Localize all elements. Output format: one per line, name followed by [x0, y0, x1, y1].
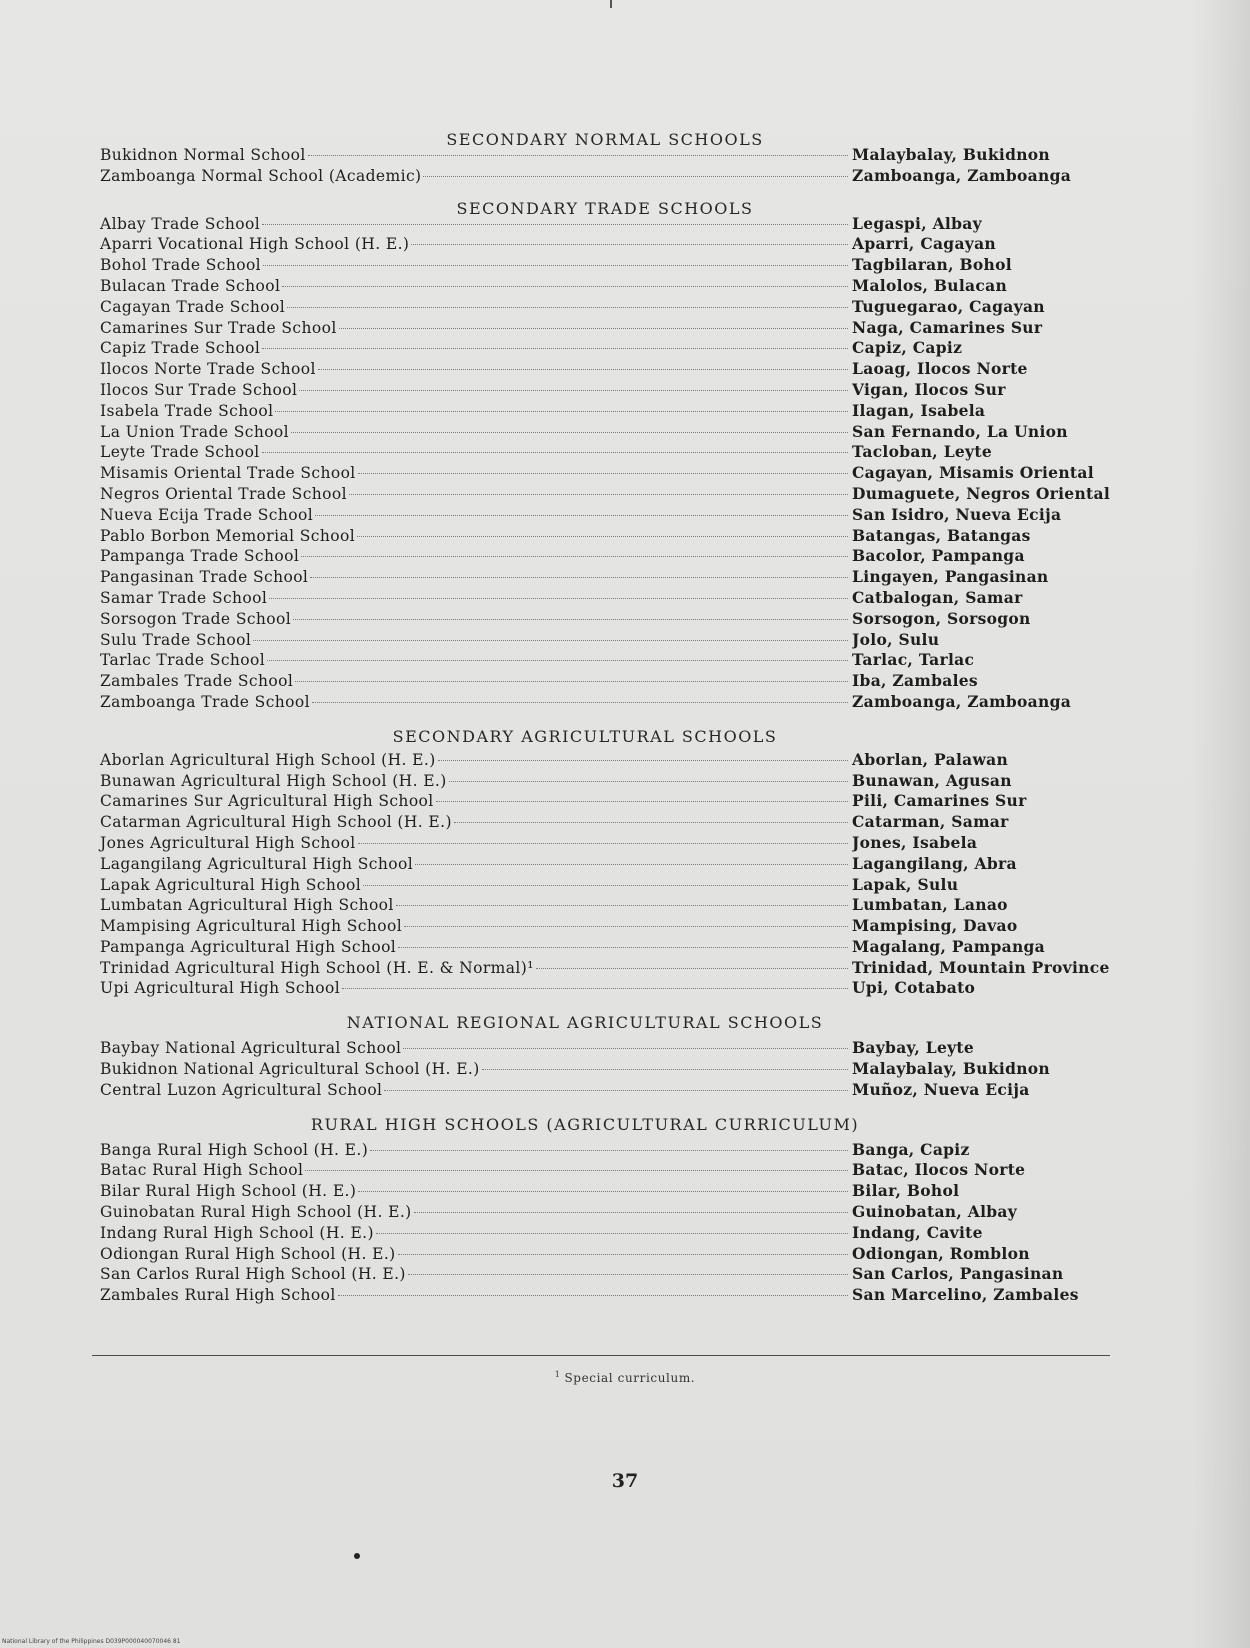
school-entry: [100, 255, 1110, 276]
school-location: Naga, Camarines Sur: [852, 317, 1043, 337]
school-entry: [100, 234, 1110, 255]
school-entry: [100, 1059, 1110, 1080]
school-location: Odiongan, Romblon: [852, 1243, 1030, 1263]
school-location: San Marcelino, Zambales: [852, 1285, 1079, 1305]
school-name: Zamboanga Trade School: [100, 692, 310, 711]
school-entry: [100, 692, 1110, 713]
school-name: Indang Rural High School (H. E.): [100, 1223, 374, 1242]
school-name: Pablo Borbon Memorial School: [100, 526, 356, 545]
section-title: SECONDARY NORMAL SCHOOLS: [446, 130, 764, 149]
school-name: Capiz Trade School: [100, 339, 261, 358]
entry-list: [100, 750, 1110, 1000]
section-title: SECONDARY TRADE SCHOOLS: [456, 198, 754, 218]
school-location: Capiz, Capiz: [852, 338, 963, 358]
school-name: Sulu Trade School: [100, 630, 252, 649]
school-entry: [100, 630, 1110, 651]
section-title: SECONDARY AGRICULTURAL SCHOOLS: [392, 726, 778, 746]
school-entry: [100, 895, 1110, 916]
dot-leader: [358, 473, 848, 474]
dot-leader: [301, 556, 848, 557]
school-location: Ilagan, Isabela: [852, 400, 986, 420]
dot-leader: [263, 265, 848, 266]
school-entry: [100, 812, 1110, 833]
dot-leader: [414, 1212, 848, 1213]
school-entry: [100, 1285, 1110, 1306]
school-location: Mampising, Davao: [852, 916, 1018, 936]
school-location: Bunawan, Agusan: [852, 770, 1012, 790]
school-name: Albay Trade School: [100, 214, 261, 233]
school-location: Lagangilang, Abra: [852, 853, 1017, 873]
school-location: Tuguegarao, Cagayan: [852, 296, 1045, 316]
school-entry: [100, 401, 1110, 422]
school-entry: [100, 1264, 1110, 1285]
dot-leader: [370, 1150, 848, 1151]
school-location: Lapak, Sulu: [852, 874, 959, 894]
school-entry: [100, 854, 1110, 875]
dot-leader: [315, 515, 848, 516]
section-title: NATIONAL REGIONAL AGRICULTURAL SCHOOLS: [346, 1013, 824, 1033]
school-name: Misamis Oriental Trade School: [100, 464, 356, 483]
school-entry: [100, 650, 1110, 671]
dot-leader: [449, 781, 848, 782]
footnote-text: Special curriculum.: [564, 1371, 696, 1385]
school-name: Lapak Agricultural High School: [100, 875, 362, 894]
school-location: Cagayan, Misamis Oriental: [852, 463, 1094, 483]
school-location: Pili, Camarines Sur: [852, 791, 1027, 811]
dot-leader: [308, 155, 848, 156]
school-name: Sorsogon Trade School: [100, 609, 292, 628]
school-location: Indang, Cavite: [852, 1222, 983, 1242]
school-entry: [100, 526, 1110, 547]
dot-leader: [482, 1069, 848, 1070]
school-entry: [100, 916, 1110, 937]
school-name: Zamboanga Normal School (Academic): [100, 166, 422, 185]
school-location: Batac, Ilocos Norte: [852, 1160, 1026, 1180]
school-entry: [100, 1140, 1110, 1161]
entry-list: [100, 145, 1110, 187]
school-name: Mampising Agricultural High School: [100, 917, 403, 936]
dot-leader: [415, 864, 848, 865]
dot-leader: [338, 1295, 848, 1296]
school-entry: [100, 958, 1110, 979]
school-location: Aparri, Cagayan: [852, 234, 996, 254]
school-name: Guinobatan Rural High School (H. E.): [100, 1203, 412, 1222]
school-entry: [100, 546, 1110, 567]
dot-leader: [339, 328, 848, 329]
school-location: Malaybalay, Bukidnon: [852, 1059, 1050, 1079]
school-name: Tarlac Trade School: [100, 651, 266, 670]
school-location: Malolos, Bulacan: [852, 275, 1008, 295]
school-name: Bulacan Trade School: [100, 276, 281, 295]
school-location: San Carlos, Pangasinan: [852, 1264, 1064, 1284]
dot-leader: [436, 801, 848, 802]
section-rural-high-schools: [100, 1115, 1110, 1306]
school-location: Tacloban, Leyte: [852, 442, 992, 462]
school-entry: [100, 609, 1110, 630]
school-location: Tagbilaran, Bohol: [852, 255, 1012, 275]
dot-leader: [291, 432, 848, 433]
school-name: Upi Agricultural High School: [100, 979, 341, 998]
section-secondary-agricultural-schools: [100, 727, 1110, 1000]
school-location: Malaybalay, Bukidnon: [852, 145, 1050, 164]
school-location: Bacolor, Pampanga: [852, 546, 1025, 566]
dot-leader: [318, 369, 848, 370]
section-secondary-trade-schools: [100, 199, 1110, 713]
dot-leader: [363, 885, 848, 886]
dot-leader: [349, 494, 848, 495]
footnote-marker: 1: [554, 1370, 561, 1379]
school-entry: [100, 484, 1110, 505]
school-name: San Carlos Rural High School (H. E.): [100, 1265, 406, 1284]
school-name: Bohol Trade School: [100, 256, 262, 275]
school-entry: [100, 875, 1110, 896]
school-name: Bilar Rural High School (H. E.): [100, 1182, 357, 1201]
school-name: Bukidnon Normal School: [100, 146, 306, 164]
school-entry: [100, 1223, 1110, 1244]
dot-leader: [312, 702, 848, 703]
school-name: Jones Agricultural High School: [100, 833, 356, 852]
dot-leader: [403, 1048, 848, 1049]
school-location: Banga, Capiz: [852, 1139, 970, 1159]
school-name: Nueva Ecija Trade School: [100, 505, 314, 524]
school-location: Lumbatan, Lanao: [852, 895, 1008, 915]
dot-leader: [267, 660, 848, 661]
school-entry: [100, 567, 1110, 588]
school-name: Samar Trade School: [100, 588, 268, 607]
school-location: Iba, Zambales: [852, 671, 978, 691]
dot-leader: [398, 1254, 848, 1255]
school-name: Isabela Trade School: [100, 401, 274, 420]
library-stamp: National Library of the Philippines D039P000040070046 81: [2, 1638, 181, 1645]
dot-leader: [299, 390, 848, 391]
school-entry: [100, 937, 1110, 958]
school-name: Aparri Vocational High School (H. E.): [100, 235, 410, 254]
school-entry: [100, 771, 1110, 792]
section-title: RURAL HIGH SCHOOLS (AGRICULTURAL CURRICULUM): [310, 1114, 860, 1134]
school-location: Zamboanga, Zamboanga: [852, 165, 1072, 185]
entry-list: [100, 214, 1110, 713]
school-location: Lingayen, Pangasinan: [852, 567, 1049, 587]
school-name: Cagayan Trade School: [100, 297, 286, 316]
dot-leader: [376, 1233, 848, 1234]
school-entry: [100, 505, 1110, 526]
school-location: Magalang, Pampanga: [852, 936, 1046, 956]
school-name: Pangasinan Trade School: [100, 568, 309, 587]
school-location: Jones, Isabela: [852, 832, 978, 852]
dot-leader: [396, 905, 848, 906]
school-name: Bukidnon National Agricultural School (H. E.): [100, 1060, 480, 1079]
school-location: Vigan, Ilocos Sur: [852, 379, 1006, 399]
school-name: Camarines Sur Trade School: [100, 318, 337, 337]
school-location: Catarman, Samar: [852, 812, 1009, 832]
school-location: Bilar, Bohol: [852, 1181, 960, 1201]
school-location: Sorsogon, Sorsogon: [852, 608, 1031, 628]
dot-leader: [358, 843, 848, 844]
school-directory: [100, 130, 1110, 1306]
school-name: Aborlan Agricultural High School (H. E.): [100, 750, 436, 769]
ink-dot: [354, 1553, 360, 1559]
school-location: Catbalogan, Samar: [852, 587, 1023, 607]
page-number: 37: [611, 1470, 639, 1492]
dot-leader: [282, 286, 848, 287]
dot-leader: [342, 988, 848, 989]
school-entry: [100, 1080, 1110, 1101]
school-name: Negros Oriental Trade School: [100, 484, 347, 503]
school-name: Zambales Trade School: [100, 672, 294, 691]
school-location: Batangas, Batangas: [852, 525, 1031, 545]
school-location: Aborlan, Palawan: [852, 749, 1009, 769]
school-entry: [100, 338, 1110, 359]
school-name: Camarines Sur Agricultural High School: [100, 792, 434, 811]
school-location: Legaspi, Albay: [852, 213, 982, 233]
dot-leader: [310, 577, 848, 578]
school-name: Batac Rural High School: [100, 1161, 304, 1180]
school-name: Catarman Agricultural High School (H. E.): [100, 813, 452, 832]
section-national-regional-agricultural-schools: [100, 1013, 1110, 1100]
dot-leader: [358, 1191, 848, 1192]
school-entry: [100, 791, 1110, 812]
school-entry: [100, 833, 1110, 854]
dot-leader: [404, 926, 848, 927]
dot-leader: [262, 224, 848, 225]
school-entry: [100, 359, 1110, 380]
school-name: Banga Rural High School (H. E.): [100, 1140, 369, 1159]
school-name: Ilocos Sur Trade School: [100, 380, 298, 399]
dot-leader: [408, 1274, 848, 1275]
school-name: Central Luzon Agricultural School: [100, 1080, 383, 1099]
page-edge-shadow: [1190, 0, 1250, 1648]
dot-leader: [253, 640, 848, 641]
school-location: Zamboanga, Zamboanga: [852, 691, 1072, 711]
section-secondary-normal-schools: [100, 130, 1110, 187]
school-entry: [100, 276, 1110, 297]
school-location: Dumaguete, Negros Oriental: [852, 483, 1110, 503]
school-name: Ilocos Norte Trade School: [100, 360, 316, 379]
school-location: Trinidad, Mountain Province: [852, 957, 1110, 977]
school-location: San Fernando, La Union: [852, 421, 1068, 441]
school-entry: [100, 750, 1110, 771]
school-name: Odiongan Rural High School (H. E.): [100, 1244, 396, 1263]
school-location: Baybay, Leyte: [852, 1038, 975, 1058]
entry-list: [100, 1140, 1110, 1306]
dot-leader: [295, 681, 848, 682]
school-name: Lumbatan Agricultural High School: [100, 896, 394, 915]
school-entry: [100, 1244, 1110, 1265]
dot-leader: [411, 244, 848, 245]
school-name: Trinidad Agricultural High School (H. E. & Normal)¹: [100, 958, 534, 977]
school-location: Upi, Cotabato: [852, 978, 976, 998]
dot-leader: [357, 536, 848, 537]
school-name: Lagangilang Agricultural High School: [100, 854, 414, 873]
school-entry: [100, 297, 1110, 318]
dot-leader: [262, 452, 848, 453]
school-entry: [100, 1038, 1110, 1059]
school-location: Muñoz, Nueva Ecija: [852, 1079, 1030, 1099]
school-entry: [100, 422, 1110, 443]
school-name: Leyte Trade School: [100, 443, 260, 462]
dot-leader: [305, 1170, 848, 1171]
school-entry: [100, 166, 1110, 187]
dot-leader: [275, 411, 848, 412]
school-name: La Union Trade School: [100, 422, 290, 441]
school-entry: [100, 318, 1110, 339]
school-location: San Isidro, Nueva Ecija: [852, 504, 1062, 524]
school-name: Bunawan Agricultural High School (H. E.): [100, 771, 447, 790]
dot-leader: [438, 760, 848, 761]
school-name: Zambales Rural High School: [100, 1286, 336, 1305]
footnote-rule: [92, 1355, 1110, 1356]
school-entry: [100, 1160, 1110, 1181]
dot-leader: [287, 307, 848, 308]
school-entry: [100, 463, 1110, 484]
school-location: Guinobatan, Albay: [852, 1202, 1018, 1222]
school-name: Baybay National Agricultural School: [100, 1039, 402, 1058]
school-location: Laoag, Ilocos Norte: [852, 359, 1028, 379]
school-entry: [100, 588, 1110, 609]
dot-leader: [536, 968, 848, 969]
binding-mark: [610, 0, 612, 8]
dot-leader: [262, 348, 848, 349]
dot-leader: [454, 822, 848, 823]
school-entry: [100, 1202, 1110, 1223]
school-entry: [100, 978, 1110, 999]
dot-leader: [398, 947, 848, 948]
school-location: Tarlac, Tarlac: [852, 650, 975, 670]
school-entry: [100, 380, 1110, 401]
school-name: Pampanga Trade School: [100, 547, 300, 566]
footnote: [0, 1370, 1250, 1385]
school-location: Jolo, Sulu: [852, 629, 940, 649]
dot-leader: [423, 176, 848, 177]
dot-leader: [293, 619, 848, 620]
school-entry: [100, 1181, 1110, 1202]
school-entry: [100, 671, 1110, 692]
dot-leader: [269, 598, 848, 599]
dot-leader: [384, 1090, 848, 1091]
school-entry: [100, 442, 1110, 463]
school-name: Pampanga Agricultural High School: [100, 937, 397, 956]
entry-list: [100, 1038, 1110, 1100]
